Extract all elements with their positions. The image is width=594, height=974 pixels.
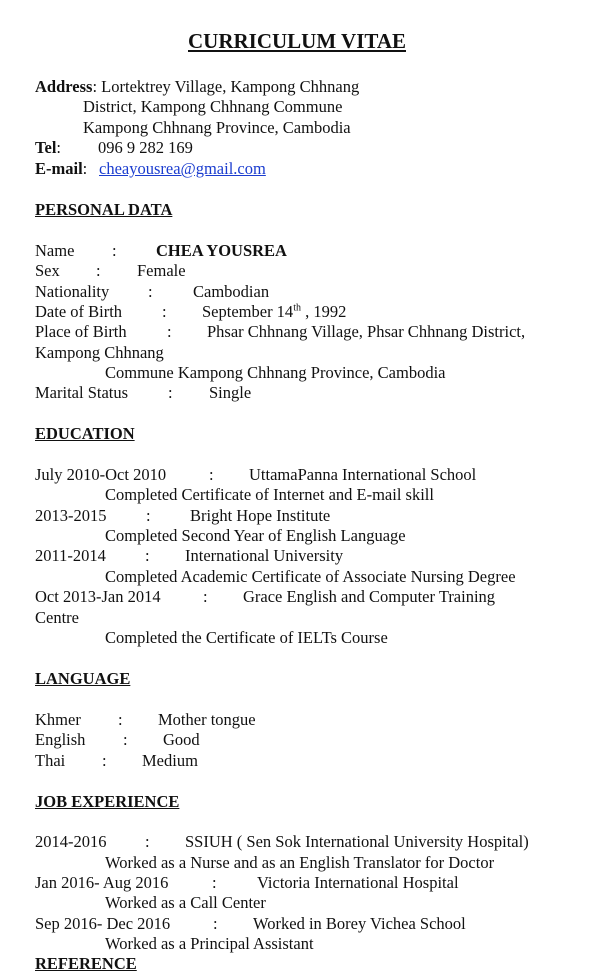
colon: : xyxy=(96,261,101,280)
language-level: Medium xyxy=(142,751,198,770)
colon: : xyxy=(145,546,150,565)
language-level: Good xyxy=(163,730,200,749)
tel-label: Tel xyxy=(35,138,57,157)
colon: : xyxy=(118,710,123,729)
sex-value: Female xyxy=(137,261,186,280)
education-period: July 2010-Oct 2010 xyxy=(35,465,167,484)
dob-value xyxy=(202,302,346,322)
dob-label: Date of Birth xyxy=(35,302,123,321)
education-period: Oct 2013-Jan 2014 xyxy=(35,587,161,606)
dob-suffix: th xyxy=(293,302,301,314)
colon: : xyxy=(167,322,172,341)
education-school: International University xyxy=(185,546,344,565)
address-line-3: Kampong Chhnang Province, Cambodia xyxy=(83,118,351,137)
pob-value-2: Kampong Chhnang xyxy=(35,343,164,362)
language-name: Thai xyxy=(35,751,66,770)
colon: : xyxy=(145,832,150,851)
address-label: Address xyxy=(35,77,93,96)
colon: : xyxy=(168,383,173,402)
education-school: Bright Hope Institute xyxy=(190,506,331,525)
tel-colon: : xyxy=(56,138,61,157)
job-place: Worked in Borey Vichea School xyxy=(253,914,466,933)
name-value: CHEA YOUSREA xyxy=(156,241,287,260)
education-school-wrap: Centre xyxy=(35,608,79,627)
colon: : xyxy=(162,302,167,321)
section-heading-jobs: JOB EXPERIENCE xyxy=(35,792,180,811)
section-heading-language: LANGUAGE xyxy=(35,669,131,688)
tel-value: 096 9 282 169 xyxy=(98,138,193,157)
job-place: SSIUH ( Sen Sok International University Hospital) xyxy=(185,832,529,851)
pob-value-3: Commune Kampong Chhnang Province, Cambodia xyxy=(105,363,446,382)
name-label: Name xyxy=(35,241,75,260)
education-period: 2011-2014 xyxy=(35,546,106,565)
colon: : xyxy=(212,873,217,892)
job-period: Sep 2016- Dec 2016 xyxy=(35,914,171,933)
page-title: CURRICULUM VITAE xyxy=(188,29,406,53)
education-detail: Completed the Certificate of IELTs Course xyxy=(105,628,388,647)
colon: : xyxy=(213,914,218,933)
job-detail: Worked as a Nurse and as an English Translator for Doctor xyxy=(105,853,495,872)
education-period: 2013-2015 xyxy=(35,506,107,525)
education-detail: Completed Certificate of Internet and E-mail skill xyxy=(105,485,434,504)
job-detail: Worked as a Call Center xyxy=(105,893,266,912)
nationality-value: Cambodian xyxy=(193,282,270,301)
address-value-1: : Lortektrey Village, Kampong Chhnang xyxy=(92,77,360,96)
section-heading-reference: REFERENCE xyxy=(35,954,137,973)
pob-value-1: Phsar Chhnang Village, Phsar Chhnang District, xyxy=(207,322,526,341)
address-line-2: District, Kampong Chhnang Commune xyxy=(83,97,343,116)
address-line-1 xyxy=(35,77,359,97)
email-label: E-mail xyxy=(35,159,83,178)
section-heading-education: EDUCATION xyxy=(35,424,135,443)
email-colon: : xyxy=(82,159,88,178)
education-detail: Completed Second Year of English Language xyxy=(105,526,406,545)
education-detail: Completed Academic Certificate of Associate Nursing Degree xyxy=(105,567,516,586)
nationality-label: Nationality xyxy=(35,282,110,301)
dob-year: , 1992 xyxy=(300,302,347,321)
colon: : xyxy=(148,282,153,301)
job-detail: Worked as a Principal Assistant xyxy=(105,934,314,953)
colon: : xyxy=(123,730,128,749)
marital-value: Single xyxy=(209,383,252,402)
sex-label: Sex xyxy=(35,261,60,280)
job-period: Jan 2016- Aug 2016 xyxy=(35,873,169,892)
education-school: Grace English and Computer Training xyxy=(243,587,496,606)
job-period: 2014-2016 xyxy=(35,832,107,851)
section-heading-personal: PERSONAL DATA xyxy=(35,200,173,219)
language-name: Khmer xyxy=(35,710,81,729)
colon: : xyxy=(203,587,208,606)
language-level: Mother tongue xyxy=(158,710,256,729)
colon: : xyxy=(102,751,107,770)
colon: : xyxy=(146,506,151,525)
language-name: English xyxy=(35,730,86,749)
colon: : xyxy=(112,241,117,260)
colon: : xyxy=(209,465,214,484)
dob-day: September 14 xyxy=(202,302,294,321)
job-place: Victoria International Hospital xyxy=(257,873,459,892)
marital-label: Marital Status xyxy=(35,383,129,402)
email-line xyxy=(35,159,87,179)
education-school: UttamaPanna International School xyxy=(249,465,477,484)
pob-label: Place of Birth xyxy=(35,322,127,341)
email-link[interactable]: cheayousrea@gmail.com xyxy=(99,159,266,178)
tel-line xyxy=(35,138,61,158)
